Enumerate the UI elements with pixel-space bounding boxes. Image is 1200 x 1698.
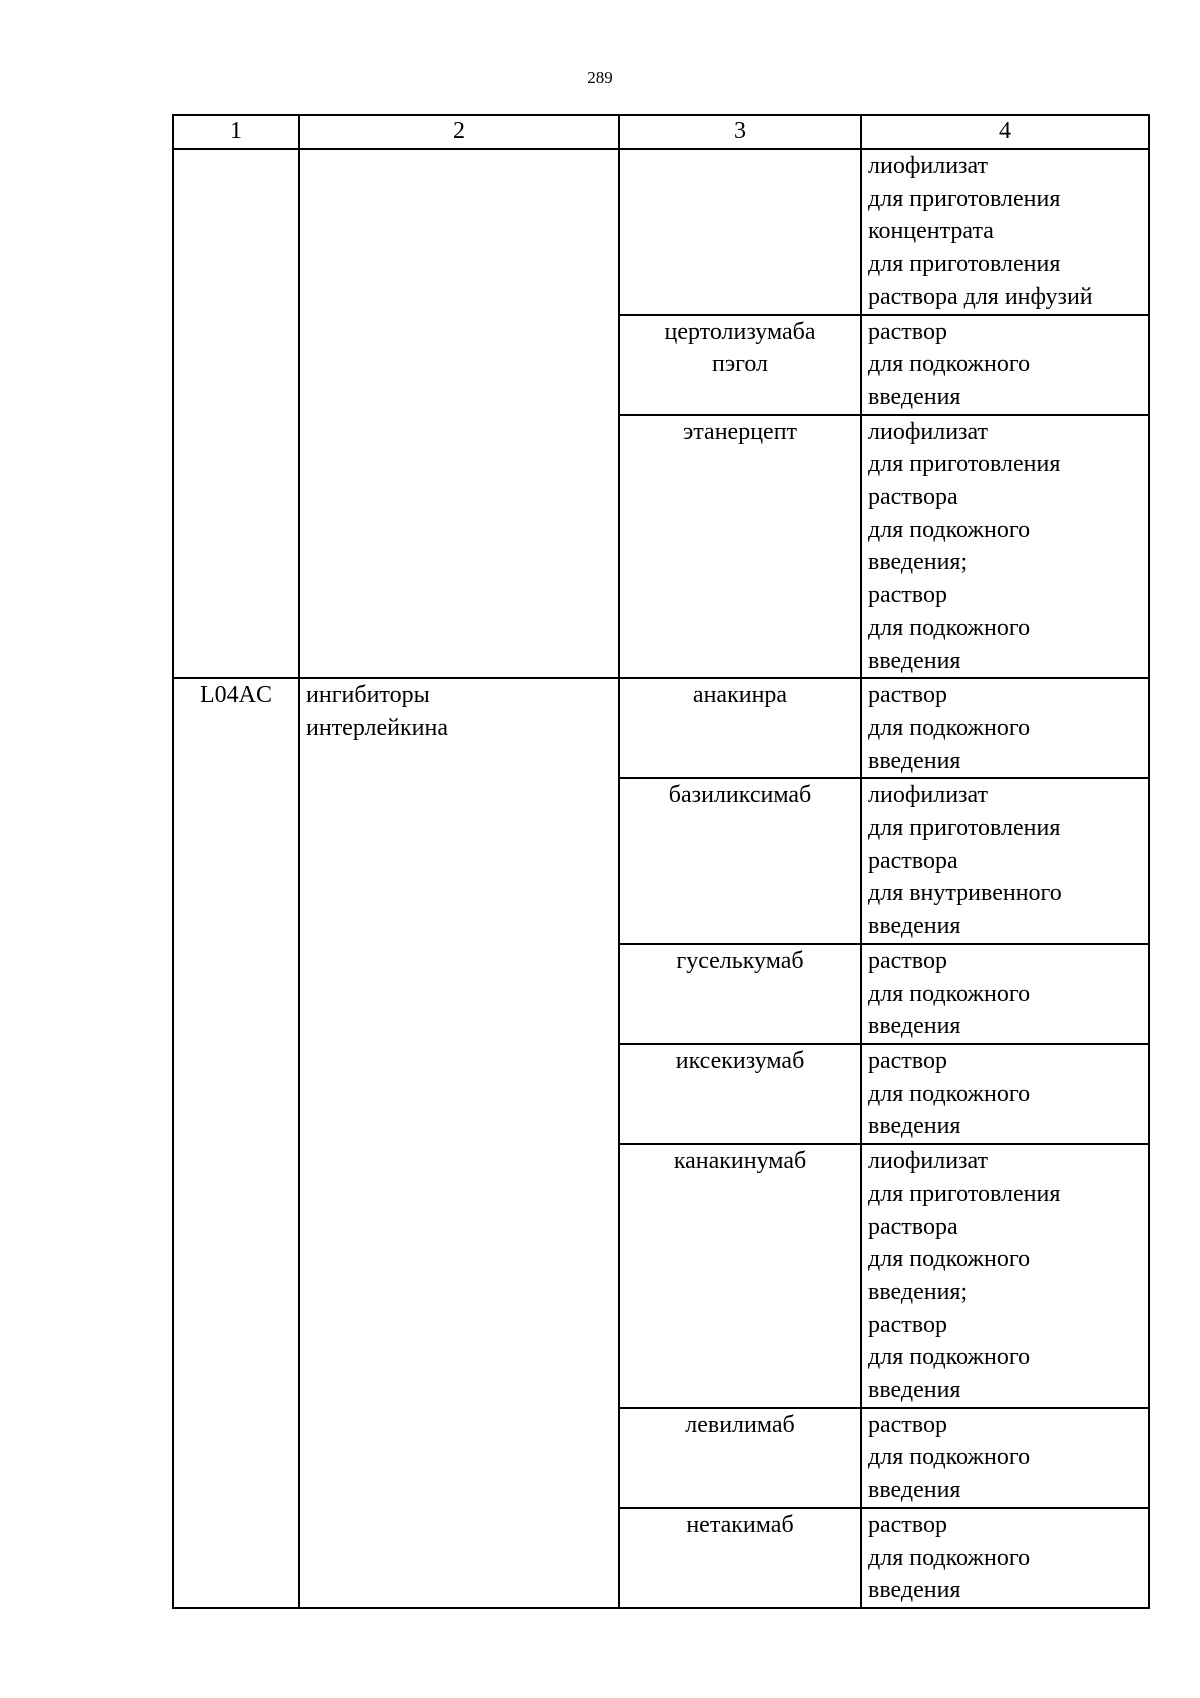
dosage-form-line: для подкожного	[868, 980, 1031, 1007]
dosage-form-cell	[861, 315, 1149, 415]
group-name-cell	[299, 149, 619, 678]
dosage-form-line: раствора	[868, 484, 958, 511]
dosage-form-line: введения;	[868, 549, 968, 576]
drug-name-cell	[619, 1144, 861, 1408]
dosage-form-cell	[861, 1408, 1149, 1508]
group-name-cell	[299, 678, 619, 1608]
dosage-form-cell	[861, 944, 1149, 1044]
dosage-form-line: раствор	[868, 1511, 947, 1538]
dosage-form-cell	[861, 678, 1149, 778]
dosage-form-line: для подкожного	[868, 1544, 1031, 1571]
dosage-form-line: введения	[868, 383, 961, 410]
dosage-form-cell	[861, 1144, 1149, 1408]
drug-name-cell	[619, 149, 861, 315]
drug-name-cell	[619, 415, 861, 679]
dosage-form-line: раствор	[868, 1411, 947, 1438]
dosage-form-line: для подкожного	[868, 516, 1031, 543]
group-name-line: интерлейкина	[306, 714, 448, 741]
drug-name-cell	[619, 1408, 861, 1508]
dosage-form-line: для внутривенного	[868, 880, 1062, 907]
drug-name-line: левилимаб	[685, 1411, 795, 1438]
dosage-form-line: лиофилизат	[868, 418, 989, 445]
dosage-form-line: раствор	[868, 947, 947, 974]
drug-name-cell	[619, 315, 861, 415]
dosage-form-line: лиофилизат	[868, 782, 989, 809]
drug-name-cell	[619, 944, 861, 1044]
dosage-form-line: для подкожного	[868, 351, 1031, 378]
drug-name-line: нетакимаб	[686, 1511, 794, 1538]
dosage-form-cell	[861, 1044, 1149, 1144]
table-header	[173, 115, 1149, 149]
dosage-form-line: для подкожного	[868, 1444, 1031, 1471]
dosage-form-line: введения	[868, 1113, 961, 1140]
atc-code-cell	[173, 678, 299, 1608]
drug-name-line: анакинра	[692, 682, 788, 709]
dosage-form-line: введения	[868, 1577, 961, 1604]
drug-name-line: иксекизумаб	[675, 1047, 805, 1074]
drug-name-cell	[619, 1044, 861, 1144]
group-name-line: ингибиторы	[306, 682, 430, 709]
dosage-form-line: раствор	[868, 682, 947, 709]
dosage-form-cell	[861, 149, 1149, 315]
dosage-form-line: введения	[868, 1377, 961, 1404]
dosage-form-line: для приготовления	[868, 185, 1061, 212]
drug-name-line: базиликсимаб	[668, 782, 812, 809]
page-number: 289	[587, 68, 613, 87]
table-row	[173, 678, 1149, 778]
dosage-form-line: для приготовления	[868, 1180, 1061, 1207]
dosage-form-line: концентрата	[868, 218, 994, 245]
dosage-form-line: для подкожного	[868, 1246, 1031, 1273]
drug-name-line: этанерцепт	[682, 418, 798, 445]
drug-name-cell	[619, 678, 861, 778]
dosage-form-line: для приготовления	[868, 251, 1061, 278]
column-header-2: 2	[299, 115, 619, 149]
dosage-form-line: раствор	[868, 318, 947, 345]
dosage-form-line: для подкожного	[868, 1080, 1031, 1107]
dosage-form-line: раствора для инфузий	[868, 283, 1093, 310]
dosage-form-line: введения	[868, 647, 961, 674]
dosage-form-line: раствора	[868, 847, 958, 874]
drug-name-cell	[619, 1508, 861, 1608]
dosage-form-line: для приготовления	[868, 815, 1061, 842]
dosage-form-line: для приготовления	[868, 451, 1061, 478]
dosage-form-line: введения	[868, 747, 961, 774]
dosage-form-line: лиофилизат	[868, 1148, 989, 1175]
column-header-1: 1	[173, 115, 299, 149]
drug-name-cell	[619, 778, 861, 944]
header-row	[173, 115, 1149, 149]
drug-name-line: канакинумаб	[673, 1148, 807, 1175]
dosage-form-line: введения;	[868, 1278, 968, 1305]
atc-code: L04AC	[200, 682, 272, 709]
dosage-form-cell	[861, 1508, 1149, 1608]
column-header-4: 4	[861, 115, 1149, 149]
drug-name-line: цертолизумаба	[664, 318, 816, 345]
drug-name-line: пэгол	[711, 351, 769, 378]
dosage-form-cell	[861, 415, 1149, 679]
dosage-form-line: введения	[868, 913, 961, 940]
dosage-form-line: введения	[868, 1013, 961, 1040]
column-header-3: 3	[619, 115, 861, 149]
dosage-form-line: лиофилизат	[868, 153, 989, 179]
drug-name-line: гуселькумаб	[676, 947, 804, 974]
dosage-form-line: раствора	[868, 1213, 958, 1240]
table-body	[173, 149, 1149, 1608]
table-row	[173, 149, 1149, 315]
dosage-form-line: раствор	[868, 582, 947, 609]
dosage-form-line: введения	[868, 1477, 961, 1504]
atc-code-cell	[173, 149, 299, 678]
dosage-form-line: для подкожного	[868, 714, 1031, 741]
dosage-form-cell	[861, 778, 1149, 944]
dosage-form-line: раствор	[868, 1047, 947, 1074]
dosage-form-line: для подкожного	[868, 1344, 1031, 1371]
dosage-form-line: раствор	[868, 1311, 947, 1338]
dosage-form-line: для подкожного	[868, 614, 1031, 641]
drug-table	[172, 114, 1150, 1609]
